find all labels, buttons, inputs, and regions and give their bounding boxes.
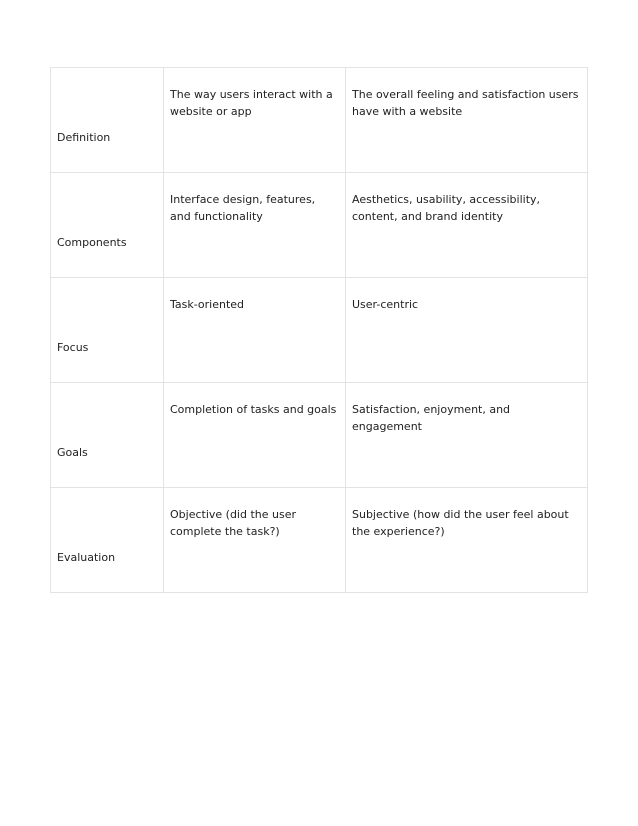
table-row bbox=[51, 488, 588, 593]
ui-cell bbox=[164, 488, 346, 593]
ui-cell bbox=[164, 278, 346, 383]
row-label: Components bbox=[57, 236, 127, 249]
ui-text: Objective (did the user complete the task?) bbox=[170, 508, 297, 538]
row-label-cell bbox=[51, 68, 164, 173]
table-row bbox=[51, 278, 588, 383]
ui-cell bbox=[164, 68, 346, 173]
ux-cell bbox=[346, 278, 588, 383]
row-label: Focus bbox=[57, 341, 89, 354]
row-label-cell bbox=[51, 278, 164, 383]
ux-cell bbox=[346, 488, 588, 593]
ux-cell bbox=[346, 383, 588, 488]
ux-text: Satisfaction, enjoyment, and engagement bbox=[352, 403, 511, 433]
ux-text: User-centric bbox=[352, 298, 419, 311]
ux-text: Aesthetics, usability, accessibility, content, and brand identity bbox=[352, 193, 541, 223]
ux-cell bbox=[346, 173, 588, 278]
ui-text: The way users interact with a website or app bbox=[170, 88, 333, 118]
ui-text: Completion of tasks and goals bbox=[170, 403, 337, 416]
ux-text: Subjective (how did the user feel about the experience?) bbox=[352, 508, 569, 538]
ux-cell bbox=[346, 68, 588, 173]
row-label-cell bbox=[51, 383, 164, 488]
table-row bbox=[51, 173, 588, 278]
ui-cell bbox=[164, 383, 346, 488]
ui-text: Task-oriented bbox=[170, 298, 245, 311]
ui-text: Interface design, features, and functionality bbox=[170, 193, 316, 223]
row-label: Evaluation bbox=[57, 551, 116, 564]
ui-cell bbox=[164, 173, 346, 278]
ux-text: The overall feeling and satisfaction users have with a website bbox=[352, 88, 579, 118]
row-label-cell bbox=[51, 488, 164, 593]
table-row bbox=[51, 68, 588, 173]
comparison-table bbox=[50, 67, 588, 593]
row-label: Goals bbox=[57, 446, 88, 459]
row-label: Definition bbox=[57, 131, 111, 144]
table-row bbox=[51, 383, 588, 488]
row-label-cell bbox=[51, 173, 164, 278]
